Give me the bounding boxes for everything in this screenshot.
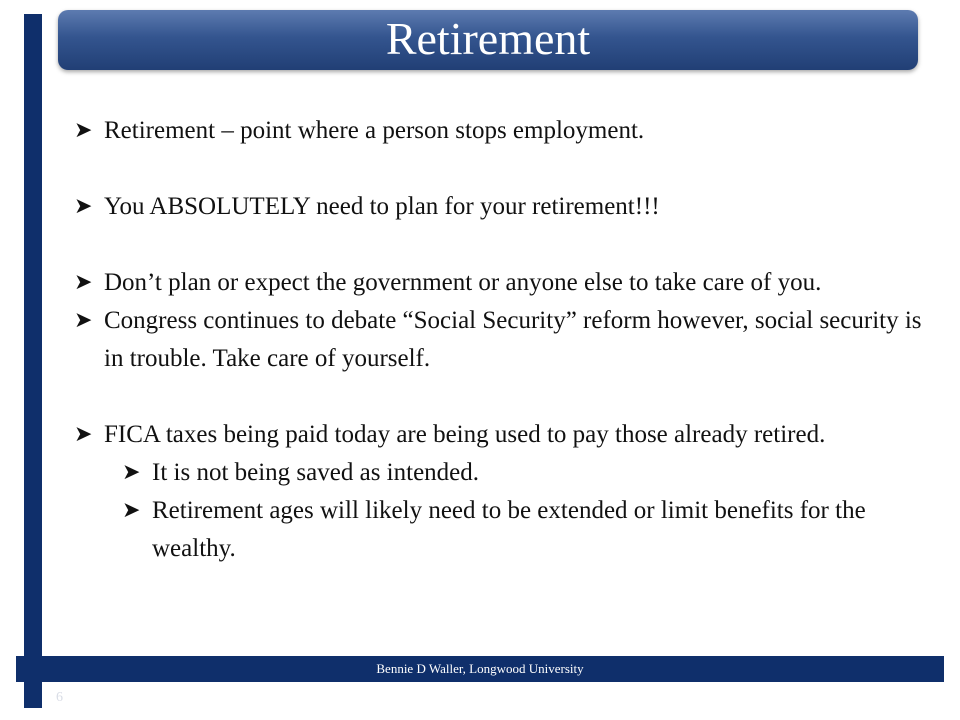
bullet-text: Retirement – point where a person stops employment. [104, 117, 645, 144]
slide-title: Retirement [385, 13, 591, 64]
bullet-text: FICA taxes being paid today are being used to pay those already retired. [104, 421, 826, 448]
bullet-text: Congress continues to debate “Social Security” reform however, social security is in trouble. Take care of yourself. [104, 307, 922, 372]
bullet-text: Retirement ages will likely need to be extended or limit benefits for the wealthy. [152, 497, 866, 562]
bullet-item-4 [74, 302, 934, 378]
arrow-bullet-icon: ➤ [122, 498, 141, 523]
bullet-text: You ABSOLUTELY need to plan for your retirement!!! [104, 193, 660, 220]
arrow-bullet-icon: ➤ [74, 308, 93, 333]
arrow-bullet-icon: ➤ [74, 118, 93, 143]
bullet-list [74, 112, 934, 568]
bullet-item-1 [74, 112, 934, 150]
footer-text: Bennie D Waller, Longwood University [376, 661, 584, 676]
sub-bullet-item-1 [122, 454, 934, 492]
arrow-bullet-icon: ➤ [74, 422, 93, 447]
left-accent-bar [24, 14, 42, 708]
bullet-item-3 [74, 264, 934, 302]
page-number: 6 [56, 690, 63, 705]
bullet-item-5 [74, 416, 934, 454]
bullet-text: It is not being saved as intended. [152, 459, 480, 486]
title-banner [58, 10, 918, 70]
bullet-item-2 [74, 188, 934, 226]
bullet-text: Don’t plan or expect the government or anyone else to take care of you. [104, 269, 822, 296]
footer-bar [16, 656, 944, 682]
arrow-bullet-icon: ➤ [122, 460, 141, 485]
arrow-bullet-icon: ➤ [74, 194, 93, 219]
arrow-bullet-icon: ➤ [74, 270, 93, 295]
sub-bullet-item-2 [122, 492, 934, 568]
